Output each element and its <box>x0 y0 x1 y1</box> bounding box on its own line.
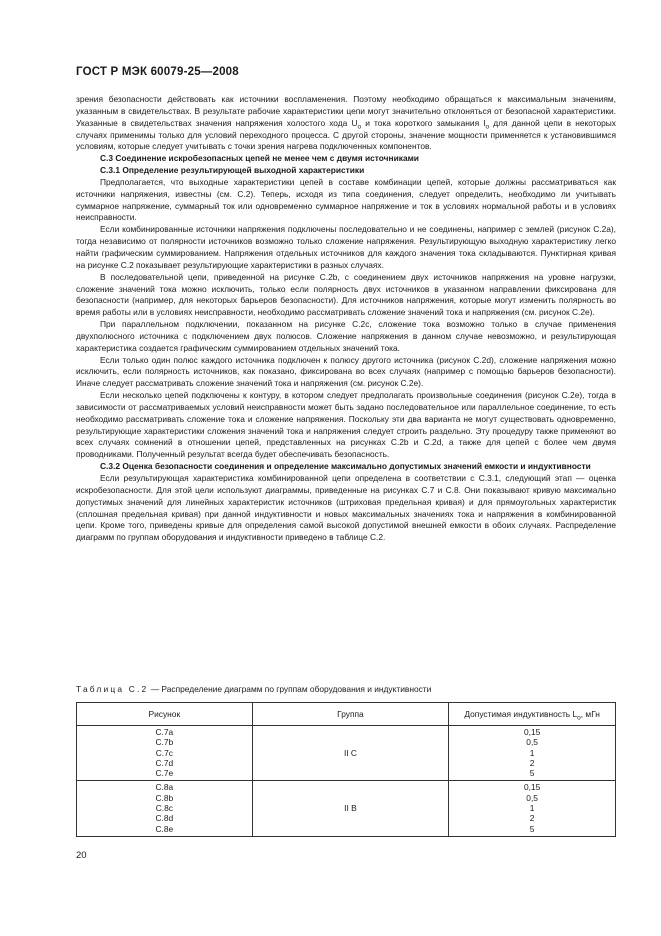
table-row <box>77 726 616 781</box>
paragraph: Если комбинированные источники напряжения подключены последовательно и не соединены, например с землей (рисунок С.2a), тогда независимо от полярности источников возможно только сложение напряжения. Результирующую выходную характеристику легко найти графическим суммированием. Напряжения отдельных источников для каждого значения тока складываются. Пунктирная кривая на рисунке С.2 показывает результирующие характеристики в разных случаях. <box>76 224 616 270</box>
group-cell: II C <box>252 726 449 781</box>
table-caption: Таблица С.2 — Распределение диаграмм по группам оборудования и индуктивности <box>76 684 432 694</box>
group-cell: II B <box>252 781 449 836</box>
figure-cell: С.8a С.8b С.8c С.8d С.8e <box>77 781 253 836</box>
inductance-cell: 0,15 0,5 1 2 5 <box>449 726 616 781</box>
paragraph: Если результирующая характеристика комбинированной цепи определена в соответствии с С.3.1, следующий этап — оценка искробезопасности. Для этой цели используют диаграммы, приведенные на рисунках С.7 и С.8. Они показывают кривую максимально допустимых значений для линейных характеристик источников (штриховая предельная кривая) и для прямоугольных характеристик (сплошная предельная кривая) при данной индуктивности и новых максимальных значениях тока и напряжения в комбинированной цепи. Кроме того, приведены кривые для определения самой высокой допустимой внешней емкости в обоих случаях. Распределение диаграмм по группам оборудования и индуктивности приведено в таблице С.2. <box>76 473 616 543</box>
section-heading-c31: С.3.1 Определение результирующей выходной характеристики <box>100 165 365 176</box>
table-row <box>77 781 616 836</box>
section-heading-c32: С.3.2 Оценка безопасности соединения и определение максимально допустимых значений емкости и индуктивности <box>100 461 591 472</box>
document-header: ГОСТ Р МЭК 60079-25—2008 <box>76 66 239 78</box>
body-text <box>76 94 616 544</box>
paragraph: Предполагается, что выходные характеристики цепей в составе комбинации цепей, которые должны рассматриваться как источники напряжения, известны (см. С.2). Теперь, исходя из типа соединения, следует определить, необходимо ли учитывать суммарное напряжение, суммарный ток или одновременно суммарное напряжение и ток в условиях нормальной работы и в условиях неисправности. <box>76 176 616 223</box>
table-header-row <box>77 703 616 726</box>
paragraph: При параллельном подключении, показанном на рисунке С.2с, сложение тока возможно только в случае применения двухполюсного источника с подключением двух полюсов. Сложение напряжения в данном случае невозможно, и результирующая характеристика создается графическим суммированием отдельных значений тока. <box>76 319 616 353</box>
column-header-figure: Рисунок <box>77 703 253 726</box>
paragraph: Если только один полюс каждого источника подключен к полюсу другого источника (рисунок С.2d), сложение напряжения можно исключить, если полярность источников, как показано, фиксирована во всех случаях (например с помощью барьеров безопасности). Иначе следует рассматривать сложение значений тока и напряжения (см. рисунок С.2е). <box>76 354 616 389</box>
inductance-cell: 0,15 0,5 1 2 5 <box>449 781 616 836</box>
diagram-allocation-table <box>76 702 616 837</box>
paragraph: Если несколько цепей подключены к контуру, в котором следует предполагать произвольные соединения (рисунок С.2е), тогда в зависимости от рассматриваемых условий неисправности может быть задано последовательное или параллельное соединение, то есть необходимо рассматривать сложение тока и сложение напряжения. Поскольку эти два варианта не могут существовать одновременно, результирующие характеристики сложения значений тока и напряжения следует строить раздельно. Эту процедуру также применяют во всех случаях сомнений в отношении цепей, представленных на рисунках С.2b и С.2d, а также для цепей с более чем двумя проводниками. Полученный результат всегда будет обеспечивать безопасность. <box>76 390 616 460</box>
paragraph: зрения безопасности действовать как источники воспламенения. Поэтому необходимо обращаться к максимальным значениям, указанным в свидетельствах. В результате рабочие характеристики цепи могут значительно отклоняться от безопасной характеристики. Указанные в свидетельствах значения напряжения холостого хода $U_o$ и тока короткого замыкания $I_o$ для данной цепи в некоторых случаях применимы только для условий переходного процесса. С другой стороны, значение мощности применяется к установившимся условиям, которые следует учитывать с точки зрения нагрева подключенных компонентов. <box>76 94 616 152</box>
page-number: 20 <box>76 850 87 861</box>
paragraph: В последовательной цепи, приведенной на рисунке С.2b, с соединением двух источников напряжения на уровне нагрузки, сложение значений тока можно исключить, только если полярность двух источников в указанном направлении фиксирована для безопасности (например, для некоторых барьеров безопасности). Для источников напряжения, которые могут изменить полярность во время работы или в условиях неисправности, необходимо рассматривать сложение значений тока и напряжения (см. рисунок С.2е). <box>76 271 616 318</box>
section-heading-c3: С.3 Соединение искробезопасных цепей не менее чем с двумя источниками <box>100 153 419 164</box>
column-header-group: Группа <box>252 703 449 726</box>
figure-cell: С.7a С.7b С.7c С.7d С.7e <box>77 726 253 781</box>
column-header-inductance: Допустимая индуктивность $L_o$, мГн <box>449 703 616 726</box>
